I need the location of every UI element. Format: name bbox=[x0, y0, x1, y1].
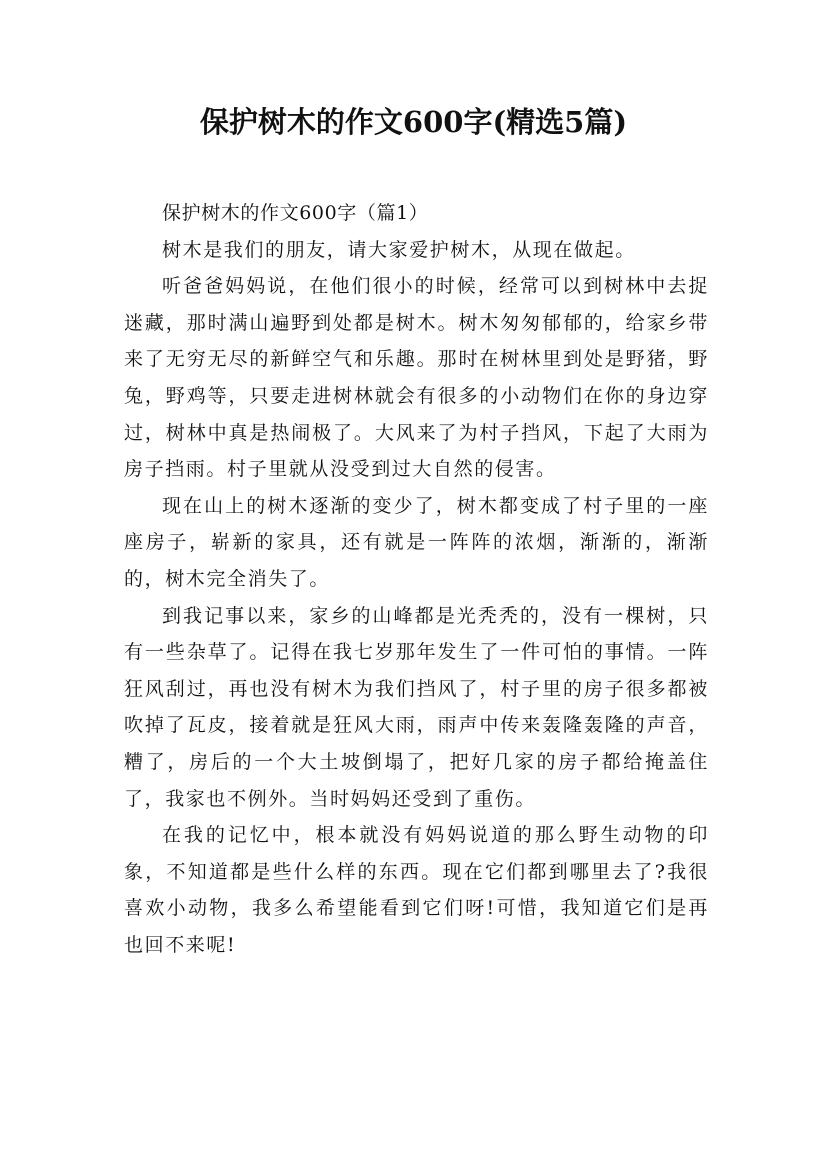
section-heading: 保护树木的作文600字（篇1） bbox=[162, 202, 429, 224]
paragraph-1: 树木是我们的朋友，请大家爱护树木，从现在做起。 bbox=[162, 238, 636, 261]
paragraph-5: 在我的记忆中，根本就没有妈妈说道的那么野生动物的印象，不知道都是些什么样的东西。现在它们都到哪里去了?我很喜欢小动物，我多么希望能看到它们呀!可惜，我知道它们是再也回不来呢! bbox=[124, 824, 709, 956]
document-title: 保护树木的作文600字(精选5篇) bbox=[199, 105, 628, 139]
paragraph-3: 现在山上的树木逐渐的变少了，树木都变成了村子里的一座座房子，崭新的家具，还有就是一阵阵的浓烟，渐渐的，渐渐的，树木完全消失了。 bbox=[124, 494, 709, 590]
paragraph-4: 到我记事以来，家乡的山峰都是光秃秃的，没有一棵树，只有一些杂草了。记得在我七岁那年发生了一件可怕的事情。一阵狂风刮过，再也没有树木为我们挡风了，村子里的房子很多都被吹掉了瓦皮，接着就是狂风大雨，雨声中传来轰隆轰隆的声音，糟了，房后的一个大土坡倒塌了，把好几家的房子都给掩盖住了，我家也不例外。当时妈妈还受到了重伤。 bbox=[124, 604, 709, 810]
document-body bbox=[124, 195, 709, 963]
paragraph-2: 听爸爸妈妈说，在他们很小的时候，经常可以到树林中去捉迷藏，那时满山遍野到处都是树木。树木匆匆郁郁的，给家乡带来了无穷无尽的新鲜空气和乐趣。那时在树林里到处是野猪，野兔，野鸡等，只要走进树林就会有很多的小动物们在你的身边穿过，树林中真是热闹极了。大风来了为村子挡风，下起了大雨为房子挡雨。村子里就从没受到过大自然的侵害。 bbox=[124, 275, 709, 481]
